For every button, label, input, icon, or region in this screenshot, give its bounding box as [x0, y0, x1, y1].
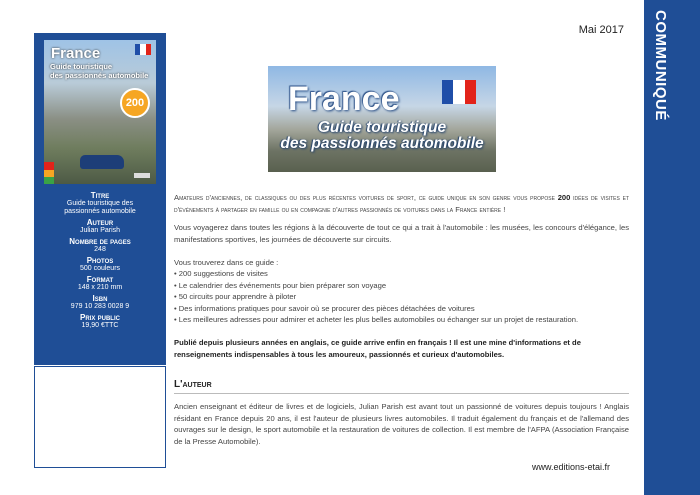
list-item: • 50 circuits pour apprendre à piloter	[174, 291, 629, 303]
title-banner	[268, 66, 496, 172]
cover-publisher-logo	[134, 173, 150, 178]
spec-isbn: Isbn 979 10 283 0028 9	[70, 294, 130, 310]
cover-subtitle: Guide touristique des passionnés automobile	[50, 62, 149, 80]
cover-color-strip	[44, 162, 54, 184]
intro-paragraph: Vous voyagerez dans toutes les régions à la découverte de tout ce qui a trait à l'automobile : les musées, les concours d'élégance, les manifestations sportives, les journées de découverte sur circuits.	[174, 223, 629, 244]
author-divider	[174, 393, 629, 394]
cover-car-icon	[80, 155, 124, 169]
spec-title: Titre Guide touristique des passionnés automobile	[64, 191, 136, 215]
lead-paragraph: Amateurs d'anciennes, de classiques ou des plus récentes voitures de sport, ce guide unique en son genre vous propose 200 idées de visites et d'événements à partager en famille ou en compagnie d'autres passionnés de voitures dans la France entière !	[174, 193, 630, 214]
publisher-website-link[interactable]: www.editions-etai.fr	[531, 462, 610, 472]
spec-pages: Nombre de pages 248	[69, 237, 131, 253]
list-intro: Vous trouverez dans ce guide :	[174, 258, 279, 267]
list-item: • Le calendrier des événements pour bien préparer son voyage	[174, 280, 629, 292]
book-specs	[34, 191, 166, 332]
spec-format: Format 148 x 210 mm	[77, 275, 123, 291]
cover-flag-icon	[135, 44, 151, 55]
cover-title: France	[51, 45, 101, 62]
contact-box	[34, 366, 166, 468]
spec-photos: Photos 500 couleurs	[79, 256, 121, 272]
banner-subtitle: Guide touristique des passionnés automobile	[280, 119, 484, 152]
feature-list	[174, 268, 629, 326]
banner-title: France	[288, 80, 400, 118]
list-item: • Les meilleures adresses pour admirer et acheter les plus belles automobiles ou échanger sur un projet de restauration.	[174, 314, 629, 326]
list-item: • Des informations pratiques pour savoir où se procurer des pièces détachées de voitures	[174, 303, 629, 315]
highlight-paragraph: Publié depuis plusieurs années en anglais, ce guide arrive enfin en français ! Il est une mine d'informations et de renseignements indispensables à tous les amoureux, passionnés et curieux d'automobiles.	[174, 338, 581, 359]
side-banner-label: COMMUNIQUÉ	[652, 10, 669, 121]
cover-badge: 200	[120, 88, 150, 118]
spec-author: Auteur Julian Parish	[79, 218, 121, 234]
author-paragraph: Ancien enseignant et éditeur de livres et de logiciels, Julian Parish est avant tout un passionné de voitures depuis toujours ! Anglais résidant en France depuis 20 ans, il est l'auteur de plusieurs livres automobiles. Il traduit également du français et de l'allemand des ouvrages sur le design, le sport automobile et la restauration de voitures de collection. Il est membre de l'AFPA (Association Française de la Presse Automobile).	[174, 402, 629, 446]
release-date: Mai 2017	[578, 24, 624, 36]
french-flag-icon	[442, 80, 476, 104]
spec-price: Prix public 19,90 €TTC	[80, 313, 120, 329]
list-item: • 200 suggestions de visites	[174, 268, 629, 280]
book-cover-image	[44, 40, 156, 184]
author-heading: L'auteur	[174, 379, 212, 390]
